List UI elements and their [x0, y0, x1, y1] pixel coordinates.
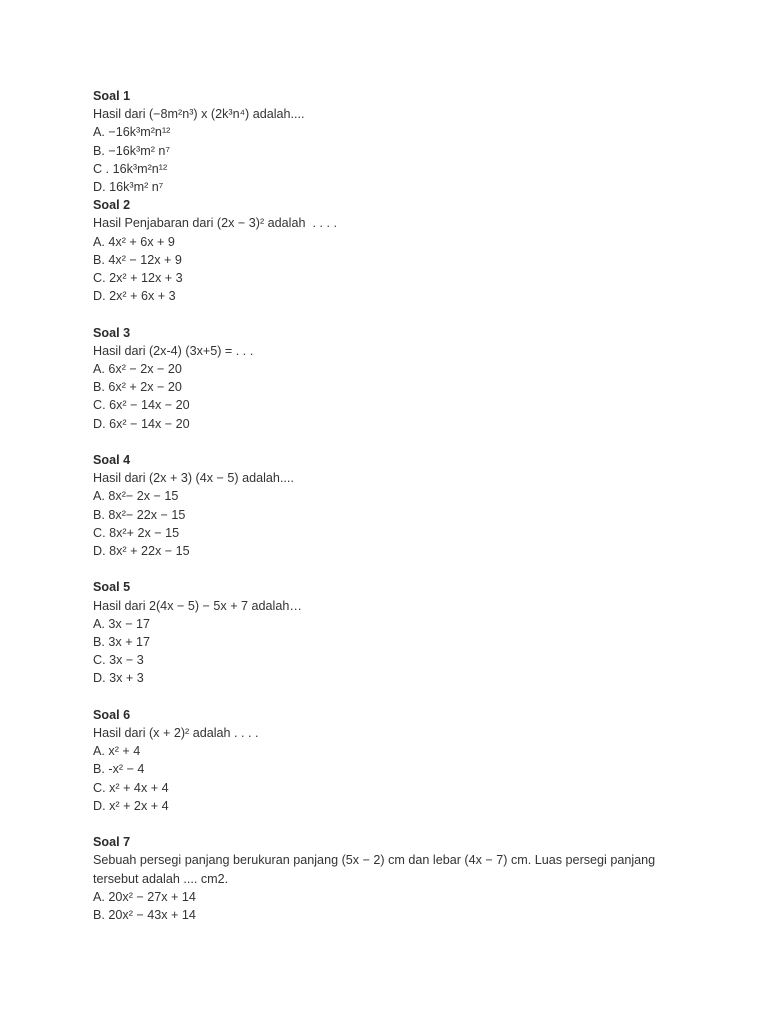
question-3 [93, 324, 673, 433]
question-text: Hasil dari (2x + 3) (4x − 5) adalah.... [93, 471, 294, 486]
question-text: Hasil dari (x + 2)² adalah . . . . [93, 726, 259, 741]
answer-option-b: B. 3x + 17 [93, 635, 151, 650]
document-page [93, 87, 673, 924]
question-title: Soal 3 [93, 325, 131, 340]
answer-option-a: A. 6x² − 2x − 20 [93, 362, 182, 377]
answer-option-d: D. 8x² + 22x − 15 [93, 544, 190, 559]
answer-option-b: B. 20x² − 43x + 14 [93, 908, 196, 923]
question-1 [93, 87, 673, 196]
answer-option-c: C . 16k³m²n¹² [93, 161, 168, 176]
answer-option-d: D. x² + 2x + 4 [93, 798, 169, 813]
answer-option-d: D. 6x² − 14x − 20 [93, 416, 190, 431]
question-title: Soal 5 [93, 580, 131, 595]
answer-option-b: B. 6x² + 2x − 20 [93, 380, 182, 395]
answer-option-d: D. 3x + 3 [93, 671, 144, 686]
answer-option-b: B. -x² − 4 [93, 762, 145, 777]
question-text: Hasil dari (−8m²n³) x (2k³n⁴) adalah.... [93, 107, 305, 122]
question-title: Soal 7 [93, 835, 131, 850]
question-title: Soal 4 [93, 453, 131, 468]
answer-option-b: B. 4x² − 12x + 9 [93, 252, 182, 267]
question-text: Hasil dari 2(4x − 5) − 5x + 7 adalah… [93, 598, 302, 613]
answer-option-b: B. 8x²− 22x − 15 [93, 507, 186, 522]
answer-option-c: C. 6x² − 14x − 20 [93, 398, 190, 413]
question-2 [93, 196, 673, 305]
question-5 [93, 578, 673, 687]
question-title: Soal 2 [93, 198, 131, 213]
answer-option-a: A. 3x − 17 [93, 616, 151, 631]
answer-option-d: D. 2x² + 6x + 3 [93, 289, 176, 304]
question-text: Hasil dari (2x-4) (3x+5) = . . . [93, 343, 254, 358]
answer-option-a: A. 4x² + 6x + 9 [93, 234, 175, 249]
answer-option-c: C. 8x²+ 2x − 15 [93, 525, 180, 540]
answer-option-a: A. x² + 4 [93, 744, 141, 759]
question-title: Soal 1 [93, 89, 131, 103]
answer-option-c: C. 3x − 3 [93, 653, 144, 668]
answer-option-c: C. 2x² + 12x + 3 [93, 271, 183, 286]
answer-option-a: A. −16k³m²n¹² [93, 125, 171, 140]
question-text: Hasil Penjabaran dari (2x − 3)² adalah . . . . [93, 216, 337, 231]
answer-option-a: A. 20x² − 27x + 14 [93, 889, 196, 904]
question-text: Sebuah persegi panjang berukuran panjang (5x − 2) cm dan lebar (4x − 7) cm. Luas persegi panjang tersebut adalah .... cm2. [93, 853, 659, 886]
question-4 [93, 451, 673, 560]
answer-option-b: B. −16k³m² n⁷ [93, 143, 170, 158]
question-7 [93, 833, 673, 924]
answer-option-a: A. 8x²− 2x − 15 [93, 489, 179, 504]
question-title: Soal 6 [93, 707, 131, 722]
answer-option-c: C. x² + 4x + 4 [93, 780, 169, 795]
question-6 [93, 706, 673, 815]
answer-option-d: D. 16k³m² n⁷ [93, 180, 164, 195]
